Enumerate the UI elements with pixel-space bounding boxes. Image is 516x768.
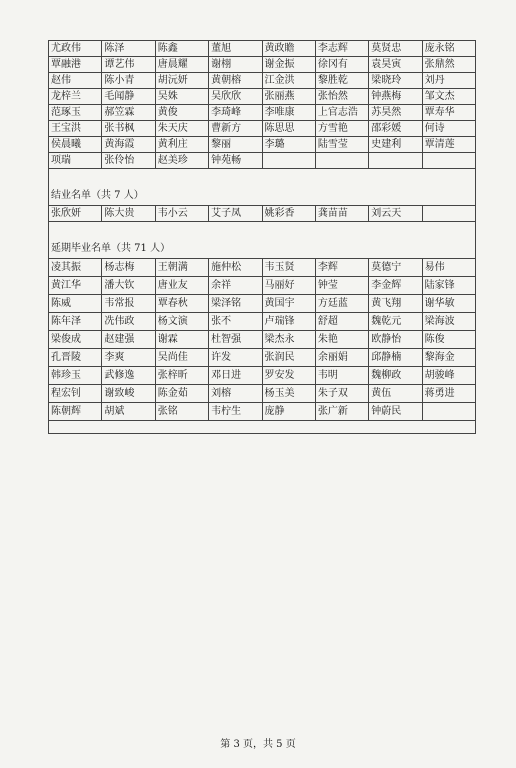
name-cell: 韦玉贤	[262, 259, 315, 277]
name-cell: 卢瑞锋	[262, 313, 315, 331]
name-cell	[422, 403, 475, 421]
name-cell	[422, 206, 475, 222]
name-cell: 赵美珍	[155, 153, 208, 169]
name-cell: 曹新方	[209, 121, 262, 137]
name-cell: 张梓昕	[155, 367, 208, 385]
name-cell: 程宏钊	[49, 385, 102, 403]
table-row	[49, 295, 476, 313]
name-cell: 龚苗苗	[315, 206, 368, 222]
name-cell: 谢金振	[262, 57, 315, 73]
graduation-heading: 结业名单（共 7 人）	[51, 190, 144, 201]
name-cell: 韦小云	[155, 206, 208, 222]
name-cell: 尤政伟	[49, 41, 102, 57]
name-cell: 孔晋陵	[49, 349, 102, 367]
name-cell: 陆雪莹	[315, 137, 368, 153]
name-cell: 陈年泽	[49, 313, 102, 331]
name-cell: 谢致峻	[102, 385, 155, 403]
name-cell: 黄俊	[155, 105, 208, 121]
name-cell: 陆家锋	[422, 277, 475, 295]
name-cell: 覃春秋	[155, 295, 208, 313]
name-cell: 李琦峰	[209, 105, 262, 121]
name-cell: 黄政瞻	[262, 41, 315, 57]
name-cell: 陈泽	[102, 41, 155, 57]
name-cell: 朱子双	[315, 385, 368, 403]
name-cell	[422, 153, 475, 169]
name-cell: 陈威	[49, 295, 102, 313]
name-cell: 杨志梅	[102, 259, 155, 277]
name-cell: 武修逸	[102, 367, 155, 385]
name-cell: 毛闻静	[102, 89, 155, 105]
name-cell: 何诗	[422, 121, 475, 137]
name-cell: 上官志浩	[315, 105, 368, 121]
graduation-section	[48, 169, 476, 205]
name-cell: 魏柳政	[369, 367, 422, 385]
name-cell: 蒋勇进	[422, 385, 475, 403]
name-cell: 李爽	[102, 349, 155, 367]
name-cell: 魏乾元	[369, 313, 422, 331]
name-cell: 黎胜乾	[315, 73, 368, 89]
table-row	[49, 313, 476, 331]
name-cell: 苏昊然	[369, 105, 422, 121]
name-cell: 黄利庄	[155, 137, 208, 153]
table-row	[49, 121, 476, 137]
name-cell: 张伶怡	[102, 153, 155, 169]
name-cell: 黄江华	[49, 277, 102, 295]
table-row	[49, 206, 476, 222]
name-cell: 冼伟政	[102, 313, 155, 331]
name-cell: 覃清莲	[422, 137, 475, 153]
name-cell: 梁俊成	[49, 331, 102, 349]
name-cell: 朱天庆	[155, 121, 208, 137]
table-row	[49, 331, 476, 349]
name-cell: 邵彩媛	[369, 121, 422, 137]
name-cell: 陈思思	[262, 121, 315, 137]
name-cell: 钟蔚民	[369, 403, 422, 421]
name-cell: 梁泽铭	[209, 295, 262, 313]
name-cell: 吴姝	[155, 89, 208, 105]
name-cell: 梁晓玲	[369, 73, 422, 89]
name-cell: 黄海霞	[102, 137, 155, 153]
name-cell: 董旭	[209, 41, 262, 57]
name-cell: 陈大贵	[102, 206, 155, 222]
name-cell: 易伟	[422, 259, 475, 277]
name-cell: 舒超	[315, 313, 368, 331]
name-cell: 韦明	[315, 367, 368, 385]
name-cell: 陈金茹	[155, 385, 208, 403]
name-cell: 刘云天	[369, 206, 422, 222]
name-cell: 罗安发	[262, 367, 315, 385]
table-row	[49, 277, 476, 295]
name-cell: 朱艳	[315, 331, 368, 349]
name-cell: 张书枫	[102, 121, 155, 137]
name-cell: 赵伟	[49, 73, 102, 89]
name-cell: 侯晨曦	[49, 137, 102, 153]
name-cell: 陈小青	[102, 73, 155, 89]
name-cell: 史建利	[369, 137, 422, 153]
name-cell: 施仲松	[209, 259, 262, 277]
name-cell: 钟莹	[315, 277, 368, 295]
name-cell: 杜智强	[209, 331, 262, 349]
name-cell: 余祥	[209, 277, 262, 295]
name-cell: 李辉	[315, 259, 368, 277]
name-cell: 余丽娟	[315, 349, 368, 367]
name-cell: 莫德宁	[369, 259, 422, 277]
name-cell: 范琢玉	[49, 105, 102, 121]
name-cell: 莫贤忠	[369, 41, 422, 57]
table-row	[49, 259, 476, 277]
table-row	[49, 385, 476, 403]
name-cell: 徐冈有	[315, 57, 368, 73]
name-cell: 龙梓兰	[49, 89, 102, 105]
name-cell: 梁杰永	[262, 331, 315, 349]
graduate-name-table	[48, 40, 476, 169]
name-cell: 项瑞	[49, 153, 102, 169]
name-cell: 方廷蓝	[315, 295, 368, 313]
name-cell: 黎海金	[422, 349, 475, 367]
name-cell: 邹文杰	[422, 89, 475, 105]
name-cell: 张丽燕	[262, 89, 315, 105]
name-cell: 胡斌	[102, 403, 155, 421]
name-cell: 姚彩香	[262, 206, 315, 222]
table-row	[49, 57, 476, 73]
table-row	[49, 367, 476, 385]
table-row	[49, 153, 476, 169]
name-cell: 黄伍	[369, 385, 422, 403]
name-cell: 吴欣欣	[209, 89, 262, 105]
name-cell: 谭艺伟	[102, 57, 155, 73]
name-cell: 钟苑畅	[209, 153, 262, 169]
name-cell: 江金洪	[262, 73, 315, 89]
name-cell: 黄朝榕	[209, 73, 262, 89]
name-cell: 张润民	[262, 349, 315, 367]
name-cell: 唐晨耀	[155, 57, 208, 73]
name-cell: 韦常报	[102, 295, 155, 313]
graduation-name-table	[48, 205, 476, 222]
name-cell: 袁昊寅	[369, 57, 422, 73]
deferred-name-table	[48, 258, 476, 421]
name-cell: 谢华敏	[422, 295, 475, 313]
table-row	[49, 137, 476, 153]
name-cell: 张铭	[155, 403, 208, 421]
deferred-heading: 延期毕业名单（共 71 人）	[51, 243, 171, 254]
name-cell	[369, 153, 422, 169]
name-cell: 王宝洪	[49, 121, 102, 137]
name-cell: 凌其振	[49, 259, 102, 277]
name-cell: 欧静怡	[369, 331, 422, 349]
name-cell: 邱静楠	[369, 349, 422, 367]
name-cell: 李璐	[262, 137, 315, 153]
name-cell: 方雪艳	[315, 121, 368, 137]
deferred-section	[48, 222, 476, 258]
name-cell: 刘丹	[422, 73, 475, 89]
name-cell: 李唯康	[262, 105, 315, 121]
name-cell: 钟燕梅	[369, 89, 422, 105]
name-cell: 吴尚佳	[155, 349, 208, 367]
name-cell: 潘大钦	[102, 277, 155, 295]
table-row	[49, 73, 476, 89]
name-cell: 庞静	[262, 403, 315, 421]
name-cell: 赵建强	[102, 331, 155, 349]
name-cell: 庞永铭	[422, 41, 475, 57]
name-cell: 韩珍玉	[49, 367, 102, 385]
name-cell: 张鼎然	[422, 57, 475, 73]
name-cell: 黄国宇	[262, 295, 315, 313]
name-cell: 艾子凤	[209, 206, 262, 222]
name-cell: 谢霖	[155, 331, 208, 349]
name-cell: 梁海波	[422, 313, 475, 331]
table-row	[49, 89, 476, 105]
table-row	[49, 41, 476, 57]
name-cell: 覃融港	[49, 57, 102, 73]
name-cell: 黄飞翔	[369, 295, 422, 313]
name-cell: 陈鑫	[155, 41, 208, 57]
name-cell: 张广新	[315, 403, 368, 421]
name-cell: 刘榕	[209, 385, 262, 403]
name-cell: 张欣妍	[49, 206, 102, 222]
name-list-sheet	[48, 40, 476, 434]
name-cell: 马丽好	[262, 277, 315, 295]
name-cell: 张怡然	[315, 89, 368, 105]
name-cell: 王朝满	[155, 259, 208, 277]
name-cell: 郝笠霖	[102, 105, 155, 121]
name-cell: 谢栩	[209, 57, 262, 73]
name-cell: 李金辉	[369, 277, 422, 295]
name-cell: 黎丽	[209, 137, 262, 153]
name-cell	[262, 153, 315, 169]
page-number-footer: 第 3 页，共 5 页	[220, 739, 296, 750]
name-cell: 胡沅妍	[155, 73, 208, 89]
table-row	[49, 105, 476, 121]
name-cell: 韦柠生	[209, 403, 262, 421]
name-cell: 邓日进	[209, 367, 262, 385]
name-cell: 张不	[209, 313, 262, 331]
table-row	[49, 403, 476, 421]
name-cell: 唐业友	[155, 277, 208, 295]
name-cell: 覃寿华	[422, 105, 475, 121]
trailing-empty-row	[48, 421, 476, 434]
name-cell: 陈朝辉	[49, 403, 102, 421]
name-cell: 许发	[209, 349, 262, 367]
name-cell: 杨玉美	[262, 385, 315, 403]
name-cell: 杨文演	[155, 313, 208, 331]
name-cell: 李志辉	[315, 41, 368, 57]
table-row	[49, 349, 476, 367]
name-cell	[315, 153, 368, 169]
name-cell: 胡骏峰	[422, 367, 475, 385]
name-cell: 陈俊	[422, 331, 475, 349]
